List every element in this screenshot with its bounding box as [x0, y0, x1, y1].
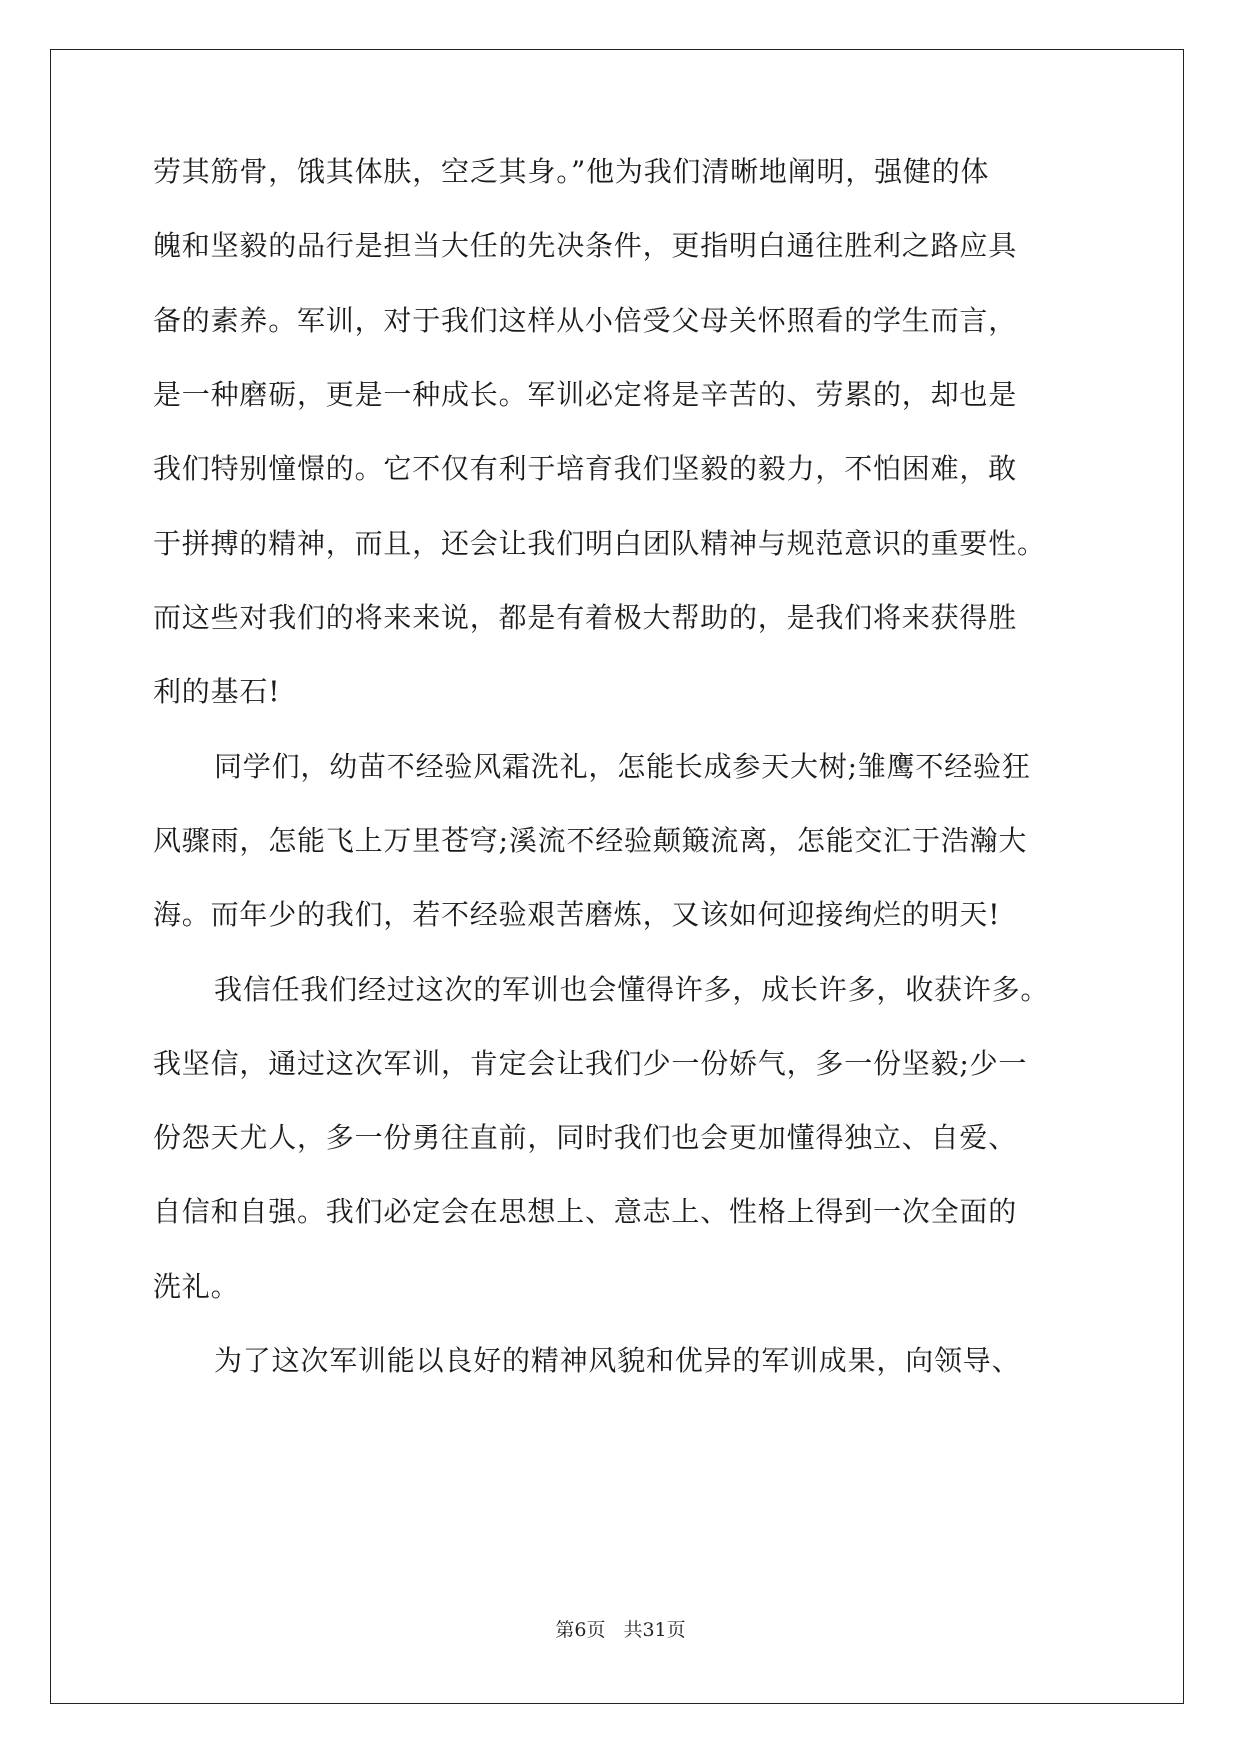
- text-line: 劳其筋骨，饿其体肤，空乏其身。”他为我们清晰地阐明，强健的体: [153, 155, 990, 188]
- page-number: 第6页: [555, 1619, 606, 1641]
- text-line: 我坚信，通过这次军训，肯定会让我们少一份娇气，多一份坚毅;少一: [153, 1047, 1028, 1080]
- text-line: 魄和坚毅的品行是担当大任的先决条件，更指明白通往胜利之路应具: [153, 229, 1018, 262]
- text-line: 为了这次军训能以良好的精神风貌和优异的军训成果，向领导、: [214, 1344, 1021, 1377]
- text-line: 海。而年少的我们，若不经验艰苦磨炼，又该如何迎接绚烂的明天!: [153, 898, 1001, 931]
- text-line: 同学们，幼苗不经验风霜洗礼，怎能长成参天大树;雏鹰不经验狂: [214, 750, 1031, 783]
- text-line: 于拼搏的精神，而且，还会让我们明白团队精神与规范意识的重要性。: [153, 527, 1046, 560]
- text-line: 份怨天尤人，多一份勇往直前，同时我们也会更加懂得独立、自爱、: [153, 1121, 1018, 1154]
- page-footer: [0, 1618, 1241, 1642]
- page-border: [50, 49, 1184, 1704]
- text-line: 洗礼。: [153, 1270, 240, 1303]
- text-line: 而这些对我们的将来来说，都是有着极大帮助的，是我们将来获得胜: [153, 601, 1018, 634]
- text-line: 是一种磨砺，更是一种成长。军训必定将是辛苦的、劳累的，却也是: [153, 378, 1018, 411]
- text-line: 备的素养。军训，对于我们这样从小倍受父母关怀照看的学生而言，: [153, 304, 1018, 337]
- text-line: 利的基石!: [153, 675, 281, 708]
- total-pages: 共31页: [623, 1619, 686, 1641]
- text-line: 我们特别憧憬的。它不仅有利于培育我们坚毅的毅力，不怕困难，敢: [153, 452, 1018, 485]
- text-line: 自信和自强。我们必定会在思想上、意志上、性格上得到一次全面的: [153, 1195, 1018, 1228]
- text-line: 我信任我们经过这次的军训也会懂得许多，成长许多，收获许多。: [214, 973, 1050, 1006]
- text-line: 风骤雨，怎能飞上万里苍穹;溪流不经验颠簸流离，怎能交汇于浩瀚大: [153, 824, 1028, 857]
